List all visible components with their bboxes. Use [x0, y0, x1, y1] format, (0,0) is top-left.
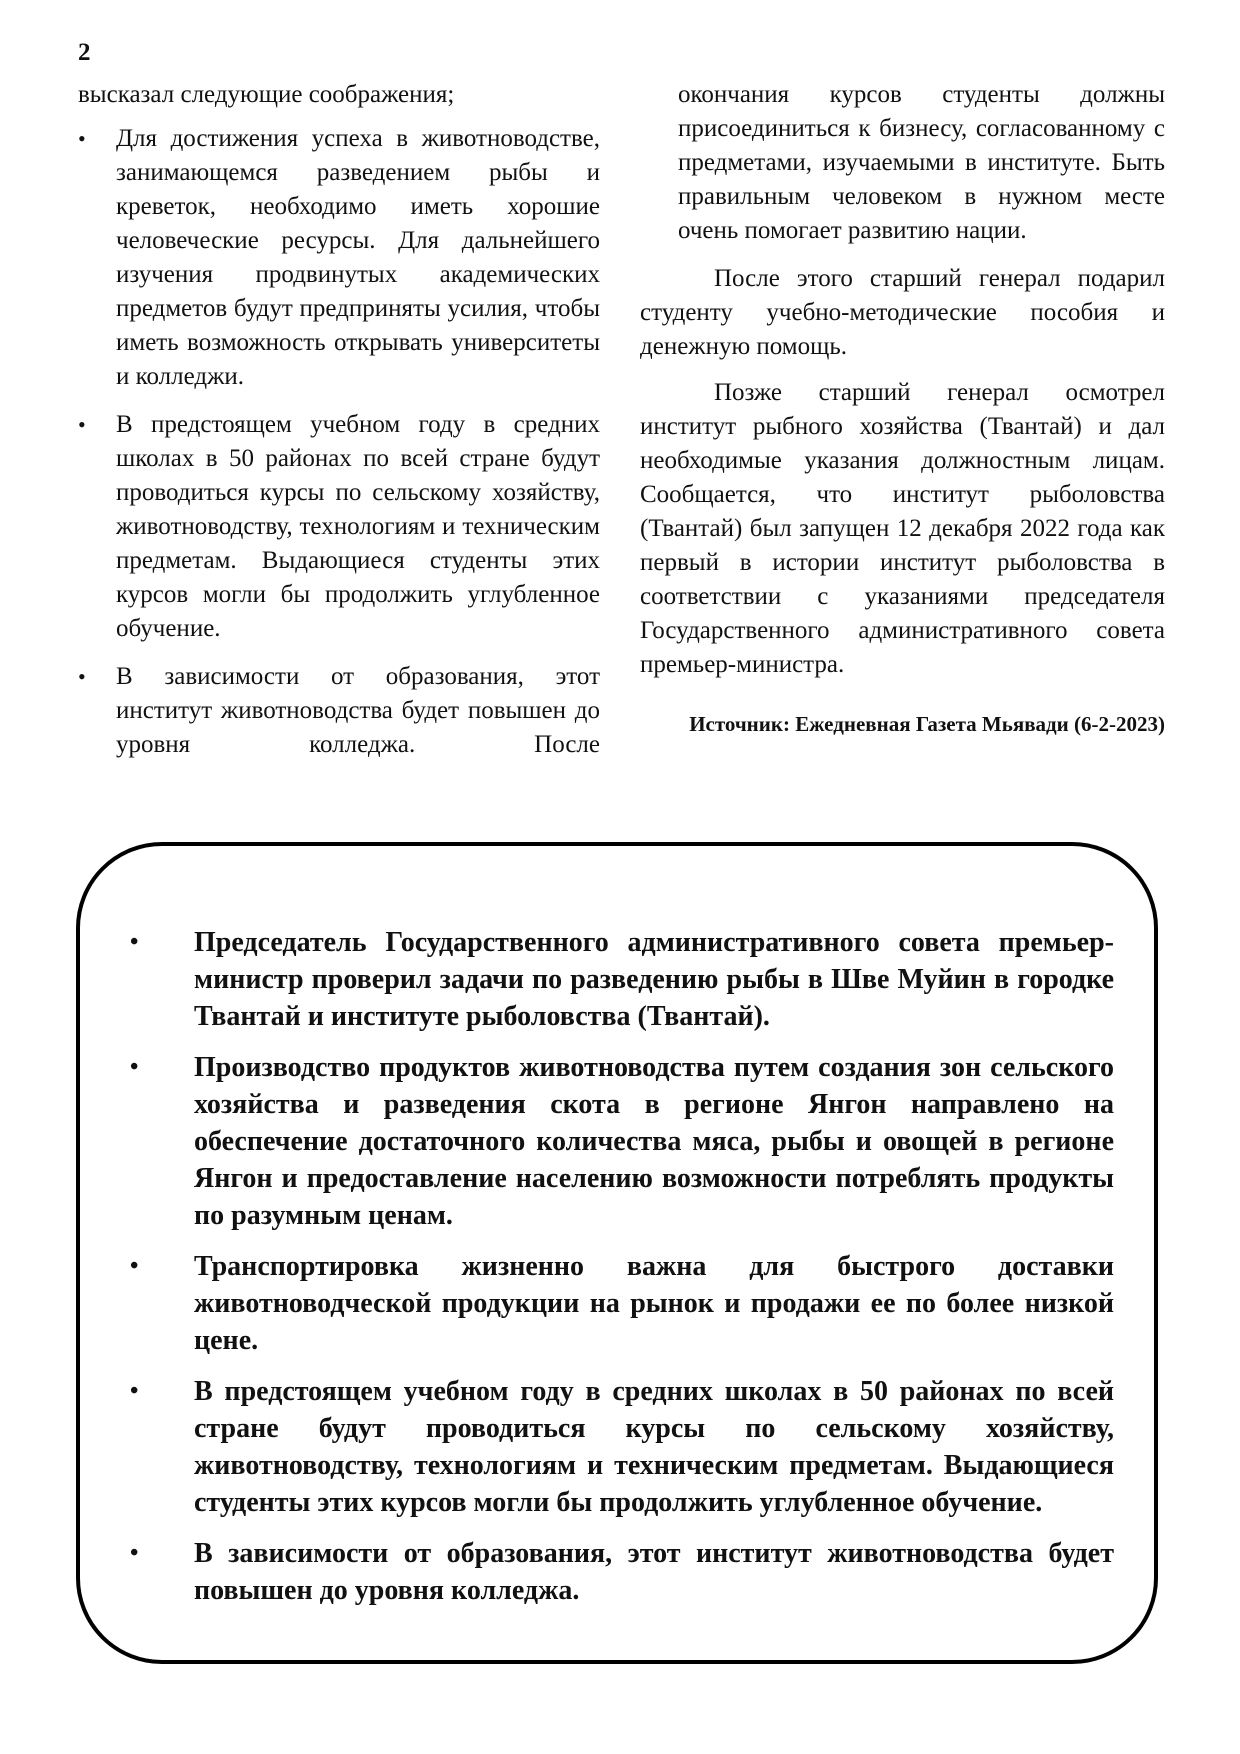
- bullet-icon: •: [130, 1253, 139, 1279]
- left-bullet-list: [78, 122, 600, 762]
- list-item: [78, 408, 600, 646]
- list-item-text: В зависимости от образования, этот институт животноводства будет повышен до уровня колледжа. После: [116, 663, 600, 758]
- summary-item: [118, 1248, 1114, 1359]
- page-number: 2: [78, 39, 91, 66]
- left-column: [78, 78, 600, 762]
- bullet-icon: •: [78, 126, 86, 151]
- list-item-text: Для достижения успеха в животноводстве, занимающемся разведением рыбы и креветок, необходимо иметь хорошие человеческие ресурсы. Для дальнейшего изучения продвинутых академических предметов будут предприняты усилия, чтобы иметь возможность открывать университеты и колледжи.: [116, 125, 600, 390]
- list-item: [78, 122, 600, 394]
- summary-bullet-list: [118, 924, 1114, 1609]
- summary-item-text: Председатель Государственного административного совета премьер-министр проверил задачи по разведению рыбы в Шве Муйин в городке Твантай и институте рыболовства (Твантай).: [194, 927, 1114, 1032]
- bullet-icon: •: [130, 1054, 139, 1080]
- bullet-icon: •: [130, 929, 139, 955]
- right-column: [640, 78, 1165, 738]
- summary-item: [118, 1373, 1114, 1521]
- list-item: [78, 660, 600, 762]
- summary-item-text: Производство продуктов животноводства путем создания зон сельского хозяйства и разведения скота в регионе Янгон направлено на обеспечение достаточного количества мяса, рыбы и овощей в регионе Янгон и предоставление населению возможности потреблять продукты по разумным ценам.: [194, 1052, 1114, 1231]
- summary-item: [118, 924, 1114, 1035]
- intro-text: высказал следующие соображения;: [78, 81, 455, 108]
- body-paragraph: После этого старший генерал подарил студенту учебно-методические пособия и денежную помощь.: [640, 265, 1165, 360]
- summary-item-text: В зависимости от образования, этот институт животноводства будет повышен до уровня колледжа.: [194, 1538, 1114, 1606]
- bullet-icon: •: [78, 412, 86, 437]
- summary-item: [118, 1535, 1114, 1609]
- summary-item: [118, 1049, 1114, 1234]
- bullet-icon: •: [130, 1540, 139, 1566]
- summary-box: [76, 842, 1158, 1664]
- bullet-icon: •: [130, 1378, 139, 1404]
- source-citation: Источник: Ежедневная Газета Мьявади (6-2-2023): [689, 712, 1165, 736]
- summary-item-text: В предстоящем учебном году в средних школах в 50 районах по всей стране будут проводиться курсы по сельскому хозяйству, животноводству, технологиям и техническим предметам. Выдающиеся студенты этих курсов могли бы продолжить углубленное обучение.: [194, 1376, 1114, 1518]
- summary-item-text: Транспортировка жизненно важна для быстрого доставки животноводческой продукции на рынок и продажи ее по более низкой цене.: [194, 1251, 1114, 1356]
- list-item-text: В предстоящем учебном году в средних школах в 50 районах по всей стране будут проводиться курсы по сельскому хозяйству, животноводству, технологиям и техническим предметам. Выдающиеся студенты этих курсов могли бы продолжить углубленное обучение.: [116, 411, 600, 642]
- bullet-icon: •: [78, 664, 86, 689]
- continued-bullet-text: окончания курсов студенты должны присоединиться к бизнесу, согласованному с предметами, изучаемыми в институте. Быть правильным человеком в нужном месте очень помогает развитию нации.: [678, 81, 1165, 244]
- body-paragraph: Позже старший генерал осмотрел институт рыбного хозяйства (Твантай) и дал необходимые указания должностным лицам. Сообщается, что институт рыболовства (Твантай) был запущен 12 декабря 2022 года как первый в истории институт рыболовства в соответствии с указаниями председателя Государственного административного совета премьер-министра.: [640, 379, 1165, 678]
